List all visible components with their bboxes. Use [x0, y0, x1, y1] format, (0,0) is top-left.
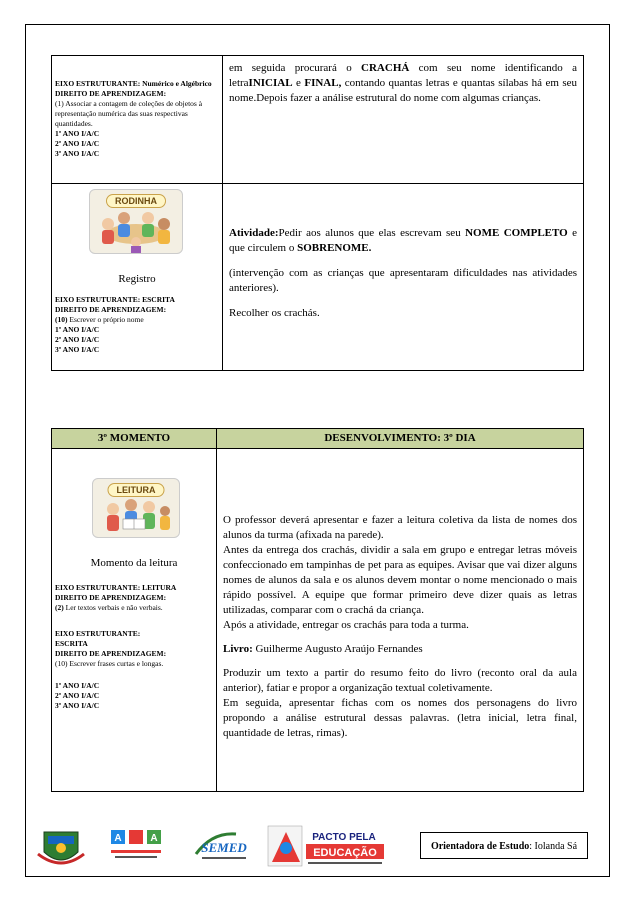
paragraph-fichas-personagens: Em seguida, apresentar fichas com os nomes dos personagens do livro propondo a análise estrutural dessas palavras. (letra inicial, letra final, quantidade de letras, rimas). — [223, 697, 577, 739]
ano-3: 3º ANO I/A/C — [55, 149, 100, 158]
text-seg: e — [292, 77, 305, 89]
direito-desc: Ler textos verbais e não verbais. — [63, 603, 163, 612]
eixo-leitura: EIXO ESTRUTURANTE: LEITURA — [55, 583, 177, 592]
eixo-escrita-a: EIXO ESTRUTURANTE: — [55, 629, 141, 638]
text-seg: Pedir aos alunos que elas escrevam seu — [278, 227, 466, 239]
table1-row1-right-cell — [223, 56, 584, 184]
atividade-label: Atividade: — [229, 227, 279, 239]
semed-text: SEMED — [201, 840, 247, 855]
cracha-paragraph — [229, 61, 577, 106]
text-sobrenome: SOBRENOME. — [297, 242, 372, 254]
direito-text: (10) Escrever frases curtas e longas. — [55, 659, 164, 668]
eixo-label: EIXO ESTRUTURANTE: ESCRITA — [55, 295, 175, 304]
orientadora-box — [420, 832, 588, 859]
rodinha-illustration — [89, 189, 183, 254]
ano-1: 1º ANO I/A/C — [55, 681, 100, 690]
direito-title: DIREITO DE APRENDIZAGEM: — [55, 89, 167, 98]
livro-label: Livro: — [223, 643, 253, 655]
text-seg: com seu nome identificando a letra — [229, 62, 577, 89]
ano-3: 3º ANO I/A/C — [55, 345, 100, 354]
ano-1: 1º ANO I/A/C — [55, 129, 100, 138]
orientadora-label: Orientadora de Estudo — [430, 841, 530, 852]
desenvolvimento-header: DESENVOLVIMENTO: 3º DIA — [217, 429, 584, 449]
table1-row2-left-cell — [52, 184, 223, 371]
direito-text: (1) Associar a contagem de coleções de objetos à representação numérica das suas respectivas quantidades. — [55, 99, 203, 128]
paragraph-entregar-crachas: Após a atividade, entregar os crachás para toda a turma. — [223, 619, 469, 631]
activity-table-1 — [51, 55, 584, 371]
direito-num: (2) — [55, 603, 64, 612]
pacto-educacao-logo — [266, 824, 388, 870]
livro-line — [223, 642, 577, 657]
paragraph-leitura-coletiva: O professor deverá apresentar e fazer a leitura coletiva da lista de nomes dos alunos da turma (afixada na parede). — [223, 514, 577, 541]
momento-leitura-title: Momento da leitura — [90, 557, 178, 569]
direito-title: DIREITO DE APRENDIZAGEM: — [55, 649, 167, 658]
text-seg: contando quantas letras e quantas sílabas há em seu nome.Depois fazer a análise estrutural do nome com algumas crianças. — [229, 77, 577, 104]
recolher-paragraph: Recolher os crachás. — [229, 307, 320, 319]
ano-2: 2º ANO I/A/C — [55, 691, 100, 700]
text-cracha: CRACHÁ — [361, 62, 410, 74]
svg-text:A: A — [150, 833, 158, 844]
paragraph-produzir-texto: Produzir um texto a partir do resumo feito do livro (reconto oral da aula anterior), fatiar e propor a organização textual coletivamente. — [223, 667, 577, 694]
momento-header: 3º MOMENTO — [52, 429, 217, 449]
semed-logo — [192, 824, 256, 870]
eixo-label: EIXO ESTRUTURANTE: Numérico e Algébrico — [55, 79, 212, 88]
text-nome-completo: NOME COMPLETO — [465, 227, 568, 239]
ano-2: 2º ANO I/A/C — [55, 335, 100, 344]
ano-1: 1º ANO I/A/C — [55, 325, 100, 334]
table1-row1-left-cell — [52, 56, 223, 184]
table2-left-cell — [52, 449, 217, 792]
orientadora-name: : Iolanda Sá — [529, 841, 578, 852]
direito-title: DIREITO DE APRENDIZAGEM: — [55, 593, 167, 602]
paragraph-letras-moveis: Antes da entrega dos crachás, dividir a sala em grupo e entregar letras móveis confeccionado em tampinhas de pet para as equipes. Avisar que vai dizer alguns nomes de alunos da sala e os alunos devem montar o nome mencionado o mais rápido possível. A equipe que formar primeiro deve dizer quais as letras utilizadas, comparar com o crachá da criança. — [223, 544, 577, 616]
registro-title: Registro — [118, 273, 156, 285]
livro-title: Guilherme Augusto Araújo Fernandes — [252, 643, 423, 655]
educacao-text: EDUCAÇÃO — [313, 847, 377, 859]
text-seg: e que circulem o — [229, 227, 577, 254]
rodinha-banner: RODINHA — [106, 194, 166, 208]
table2-right-cell — [217, 449, 584, 792]
leitura-banner: LEITURA — [108, 483, 165, 497]
activity-table-2 — [51, 428, 584, 792]
direito-num: (10) — [55, 315, 68, 324]
text-seg: em seguida procurará o — [229, 62, 362, 74]
text-final: FINAL, — [304, 77, 342, 89]
municipal-crest-logo — [36, 824, 86, 870]
ano-3: 3º ANO I/A/C — [55, 701, 100, 710]
text-inicial: INICIAL — [248, 77, 293, 89]
leitura-illustration — [92, 478, 180, 538]
eixo-escrita-b: ESCRITA — [55, 639, 88, 648]
direito-text — [55, 603, 213, 613]
atividade-paragraph — [229, 226, 577, 256]
pacto-text: PACTO PELA — [312, 832, 376, 843]
ano-2: 2º ANO I/A/C — [55, 139, 100, 148]
pacto-alfabetizacao-logo — [105, 824, 167, 870]
table1-row2-right-cell — [223, 184, 584, 371]
svg-text:A: A — [114, 833, 122, 844]
intervencao-paragraph: (intervenção com as crianças que apresentaram dificuldades nas atividades anteriores). — [229, 267, 577, 294]
direito-desc: Escrever o próprio nome — [67, 315, 144, 324]
direito-text — [55, 315, 219, 325]
direito-title: DIREITO DE APRENDIZAGEM: — [55, 305, 167, 314]
